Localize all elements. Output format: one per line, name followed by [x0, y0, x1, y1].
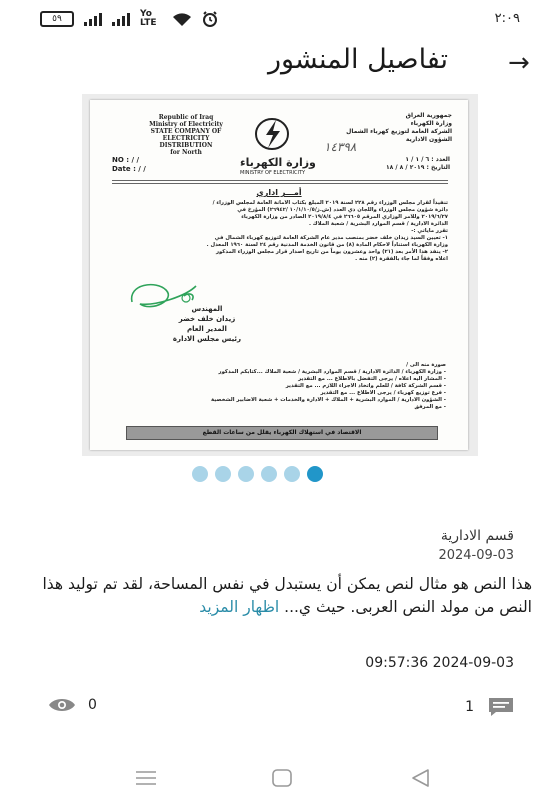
status-time: ٢:٠٩	[494, 11, 520, 26]
carousel-dot[interactable]	[192, 466, 208, 482]
document-arabic-header: جمهورية العراق وزارة الكهرباء الشركة العامة لتوزيع كهرباء الشمال الشؤون الادارية	[346, 112, 452, 143]
document-subject: أمـــر اداري	[256, 188, 302, 197]
carousel-indicator	[192, 466, 323, 482]
back-arrow-icon[interactable]: →	[508, 48, 530, 78]
signal-2-icon	[112, 12, 130, 26]
document-copy-to: صورة منه الى / - وزارة الكهرباء / الدائرة الادارية / قسم الموارد البشرية / شعبة الملاك ...كتابكم المذكور - المشار اليه اعلاه / يرجى التفضل بالاطلاع ... مع التقدير - قسم الشركة كافة / للعلم واتخاذ الاجراء اللازم ... مع التقدير - فرع توزيع كهرباء / يرجى الاطلاع ... مع التقدير - الشؤون الادارية / الموارد البشرية + الملاك + الادارة والخدمات + شعبة الاضابير الشخصية - مع المرفق	[210, 362, 446, 410]
carousel-dot[interactable]	[238, 466, 254, 482]
document-date-ar: العدد : ٦ / ١ / ١ التاريخ : ٢٠١٩ / ٨ / ١٨	[385, 156, 450, 171]
eye-icon	[48, 697, 76, 713]
document-handwritten-number: ١٤٣٩٨	[324, 140, 357, 154]
carousel-dot[interactable]	[215, 466, 231, 482]
comments-count: 1	[465, 699, 474, 715]
post-date: 2024-09-03	[438, 548, 514, 563]
post-text	[22, 573, 532, 619]
status-bar	[0, 0, 560, 38]
post-text-body: هذا النص هو مثال لنص يمكن أن يستبدل في نفس المساحة، لقد تم توليد هذا النص من مولد النص العربى. حيث ي...	[42, 575, 532, 616]
navigation-bar	[0, 760, 560, 800]
document-signature-block: المهندس زيدان خلف خضر المدير العام رئيس مجلس الادارة	[172, 305, 242, 343]
show-more-link[interactable]: اظهار المزيد	[199, 598, 280, 616]
document-date-label: Date : / /	[112, 165, 146, 173]
menu-icon[interactable]	[134, 768, 158, 788]
comments-button[interactable]	[465, 697, 514, 717]
document-divider	[112, 183, 448, 184]
document-ministry-en: MINISTRY OF ELECTRICITY	[240, 170, 306, 176]
document-ministry-ar: وزارة الكهرباء	[240, 156, 316, 169]
document-divider	[112, 180, 448, 181]
document-no-label: NO : / /	[112, 156, 140, 164]
views-count: 0	[88, 697, 97, 713]
document-body: تنفيذاً لقرار مجلس الوزراء رقم ٢٢٨ لسنة ٢٠١٩ المبلغ بكتاب الامانة العامة لمجلس الوزراء / دائرة شؤون مجلس الوزراء واللجان ذي العدد (ش.ز/١٠/١/١٠/٥ /٢٦٩٤٢) المؤرخ في ٢٠١٩/٦/٢٧ وللامر الوزاري المرقم ٢٦٦٠٥ في ٢٠١٩/٨/٤ الصادر من وزارة الكهرباء الدائرة الادارية / قسم الموارد البشرية / شعبة الملاك . تقرر ماياتي :- ١- تعيين السيد زيدان خلف خضر بمنصب مدير عام الشركة العامة لتوزيع كهرباء الشمال في وزارة الكهرباء استناداً لاحكام المادة (٨) من قانون الخدمة المدنية رقم ٢٤ لسنة ١٩٦٠ المعدل . ٢- ينفذ هذا الأمر بعد (٢١) واحد وعشرون يوماً من تاريخ اصدار قرار مجلس الوزراء المذكور اعلاه وفقاً لما جاء بالفقرة (٢) منه .	[206, 200, 448, 262]
alarm-icon	[202, 11, 218, 27]
carousel-dot-active[interactable]	[307, 466, 323, 482]
views-counter	[48, 697, 97, 713]
document-scan	[90, 100, 468, 450]
carousel-dot[interactable]	[261, 466, 277, 482]
post-section: قسم الادارية	[440, 528, 514, 544]
back-triangle-icon[interactable]	[408, 768, 432, 788]
document-footer-slogan: الاقتصاد في استهلاك الكهرباء يقلل من ساعات القطع	[126, 426, 438, 440]
comment-icon	[488, 697, 514, 717]
signal-icon	[84, 12, 102, 26]
carousel-dot[interactable]	[284, 466, 300, 482]
document-english-header: Republic of Iraq Ministry of Electricity STATE COMPANY OF ELECTRICITY DISTRIBUTION for North	[149, 114, 223, 156]
app-header	[0, 38, 560, 88]
page-title: تفاصيل المنشور	[267, 44, 448, 75]
home-icon[interactable]	[270, 768, 294, 788]
network-type-label: Yo LTE	[140, 9, 157, 28]
ministry-logo-icon	[250, 116, 294, 152]
status-icons	[40, 10, 218, 28]
post-timestamp: 09:57:36 2024-09-03	[365, 655, 514, 671]
battery-icon: ٥٩	[40, 11, 74, 27]
post-image[interactable]	[82, 94, 478, 456]
wifi-icon	[172, 12, 192, 27]
